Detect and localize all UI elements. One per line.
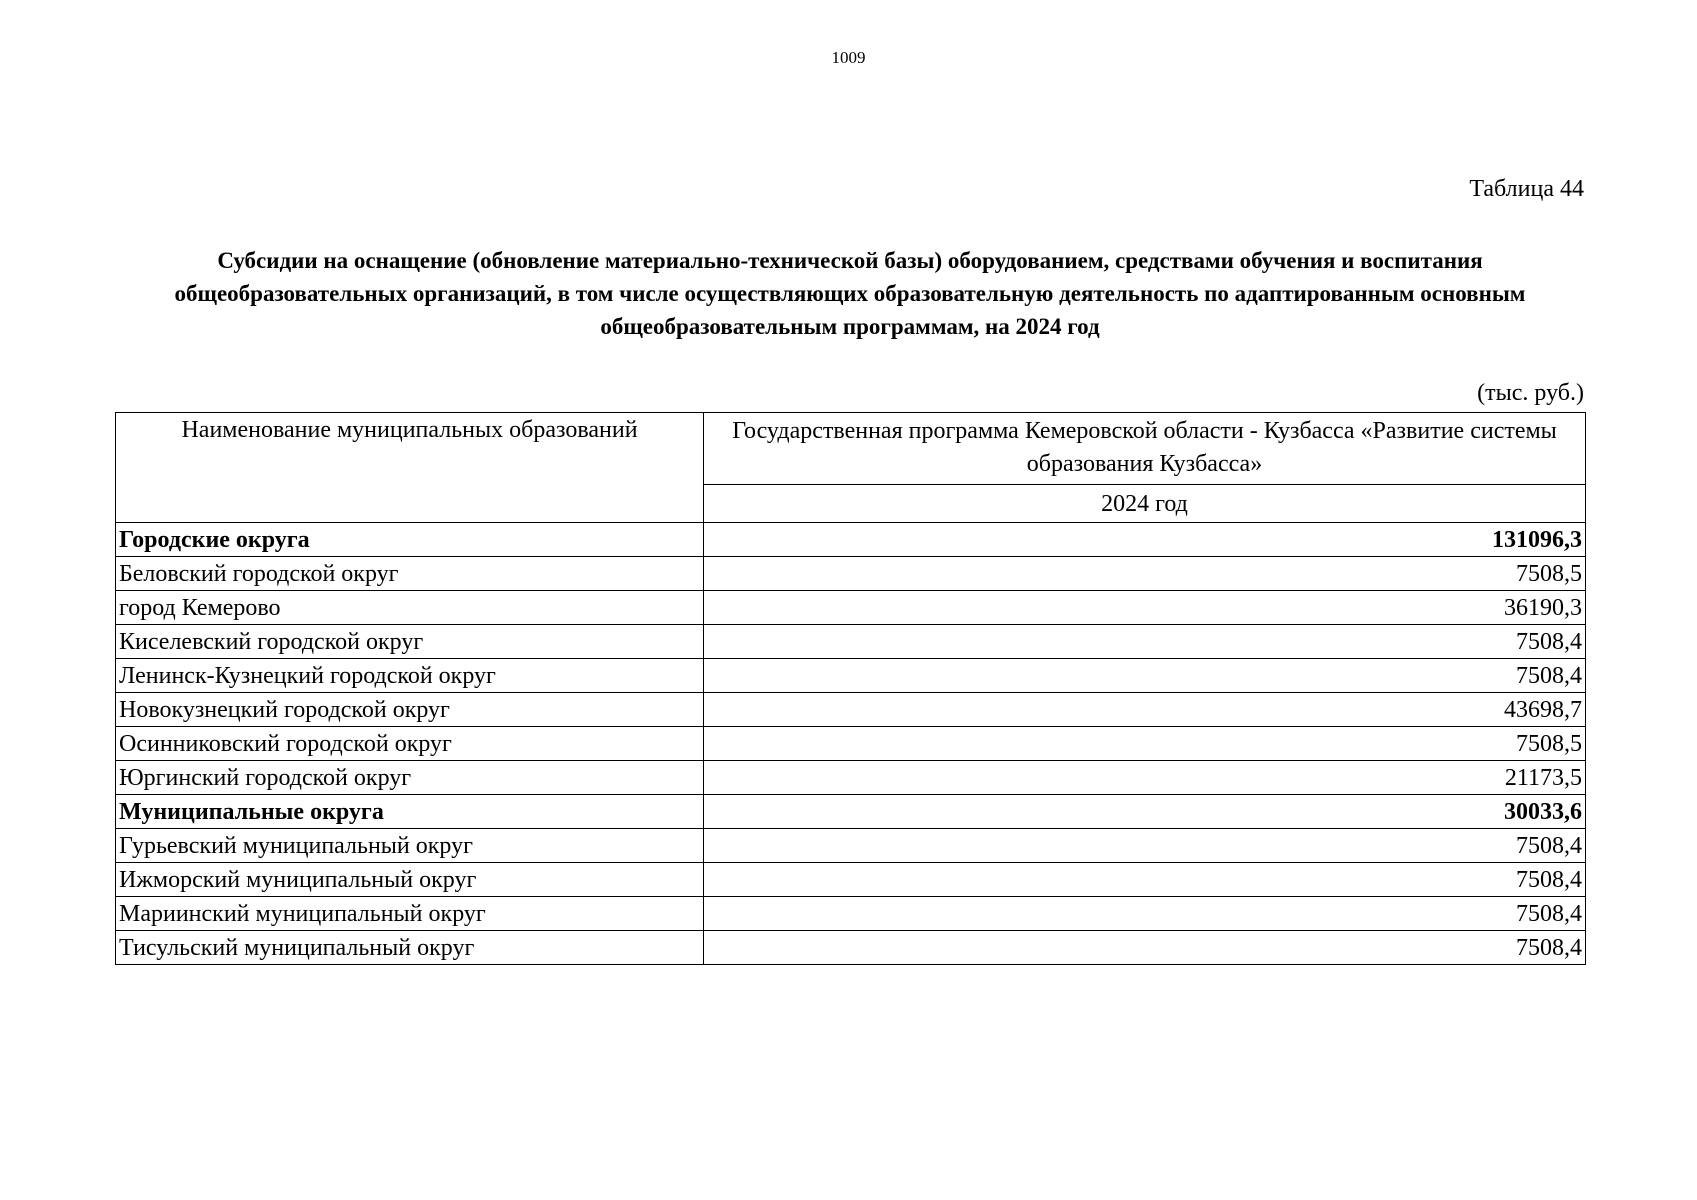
table-body bbox=[116, 523, 1586, 965]
table-row bbox=[116, 727, 1586, 761]
municipality-name-cell: Мариинский муниципальный округ bbox=[116, 897, 704, 931]
subsidy-amount-cell: 7508,4 bbox=[704, 863, 1586, 897]
subsidy-amount-cell: 30033,6 bbox=[704, 795, 1586, 829]
table-row bbox=[116, 557, 1586, 591]
subsidy-amount-cell: 43698,7 bbox=[704, 693, 1586, 727]
subsidy-amount-cell: 7508,5 bbox=[704, 727, 1586, 761]
table-row bbox=[116, 761, 1586, 795]
subsidy-amount-cell: 131096,3 bbox=[704, 523, 1586, 557]
subsidy-amount-cell: 7508,4 bbox=[704, 625, 1586, 659]
document-title: Субсидии на оснащение (обновление материально-технической базы) оборудованием, средствами обучения и воспитания общеобразовательных организаций, в том числе осуществляющих образовательную деятельность по адаптированным основным общеобразовательным программам, на 2024 год bbox=[174, 248, 1526, 339]
municipality-name-cell: Беловский городской округ bbox=[116, 557, 704, 591]
municipality-name-cell: Муниципальные округа bbox=[116, 795, 704, 829]
table-row bbox=[116, 863, 1586, 897]
subsidy-amount-cell: 7508,4 bbox=[704, 659, 1586, 693]
group-total-row bbox=[116, 523, 1586, 557]
subsidy-amount-cell: 7508,4 bbox=[704, 829, 1586, 863]
municipality-name-cell: Осинниковский городской округ bbox=[116, 727, 704, 761]
subsidy-amount-cell: 7508,4 bbox=[704, 897, 1586, 931]
table-row bbox=[116, 591, 1586, 625]
units-label: (тыс. руб.) bbox=[1477, 380, 1584, 406]
table-row bbox=[116, 693, 1586, 727]
municipality-name-cell: Ижморский муниципальный округ bbox=[116, 863, 704, 897]
municipality-name-cell: Гурьевский муниципальный округ bbox=[116, 829, 704, 863]
subsidy-amount-cell: 21173,5 bbox=[704, 761, 1586, 795]
subsidies-table bbox=[115, 412, 1586, 965]
header-row bbox=[116, 413, 1586, 485]
table-row bbox=[116, 659, 1586, 693]
table-label: Таблица 44 bbox=[1469, 176, 1584, 202]
header-municipality-name: Наименование муниципальных образований bbox=[116, 413, 704, 523]
header-year: 2024 год bbox=[704, 485, 1586, 523]
subsidy-amount-cell: 36190,3 bbox=[704, 591, 1586, 625]
municipality-name-cell: Юргинский городской округ bbox=[116, 761, 704, 795]
subsidy-amount-cell: 7508,5 bbox=[704, 557, 1586, 591]
table-header bbox=[116, 413, 1586, 523]
municipality-name-cell: Городские округа bbox=[116, 523, 704, 557]
table-row bbox=[116, 897, 1586, 931]
header-state-program: Государственная программа Кемеровской области - Кузбасса «Развитие системы образования Кузбасса» bbox=[704, 413, 1586, 485]
subsidy-amount-cell: 7508,4 bbox=[704, 931, 1586, 965]
municipality-name-cell: Новокузнецкий городской округ bbox=[116, 693, 704, 727]
page-number: 1009 bbox=[831, 48, 866, 67]
municipality-name-cell: Ленинск-Кузнецкий городской округ bbox=[116, 659, 704, 693]
table-row bbox=[116, 625, 1586, 659]
municipality-name-cell: город Кемерово bbox=[116, 591, 704, 625]
group-total-row bbox=[116, 795, 1586, 829]
municipality-name-cell: Тисульский муниципальный округ bbox=[116, 931, 704, 965]
municipality-name-cell: Киселевский городской округ bbox=[116, 625, 704, 659]
table-row bbox=[116, 931, 1586, 965]
table-row bbox=[116, 829, 1586, 863]
